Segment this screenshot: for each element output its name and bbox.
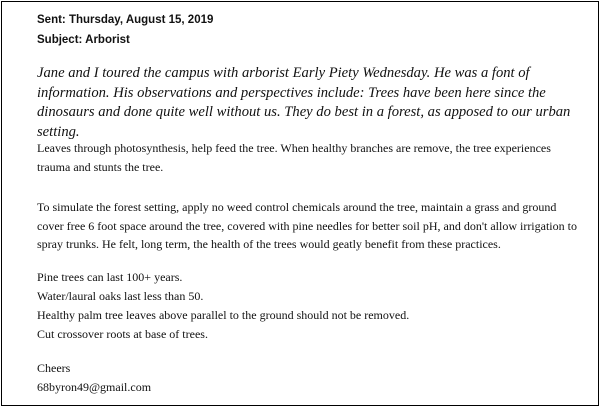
fact-line: Healthy palm tree leaves above parallel to the ground should not be removed. [37,308,410,322]
signature-email: 68byron49@gmail.com [37,380,152,394]
fact-line: Pine trees can last 100+ years. [37,270,183,284]
fact-line: Water/laural oaks last less than 50. [37,289,204,303]
forest-setting-paragraph: To simulate the forest setting, apply no weed control chemicals around the tree, maintain a grass and ground cover free 6 foot space around the tree, covered with pine needles for better soil pH, and don't allow irrigation to spray trunks. He felt, long term, the health of the trees would geatly benefit from these practices. [37,200,577,251]
photosynthesis-paragraph: Leaves through photosynthesis, help feed the tree. When healthy branches are remove, the tree experiences trauma and stunts the tree. [37,141,551,174]
document-frame [1,1,599,406]
intro-paragraph: Jane and I toured the campus with arborist Early Piety Wednesday. He was a font of information. His observations and perspectives include: Trees have been here since the dinosaurs and done quite well without us. They do best in a forest, as apposed to our urban setting. [37,65,571,140]
closing-text: Cheers [37,361,71,375]
subject-header: Subject: Arborist [37,34,130,46]
sent-date-header: Sent: Thursday, August 15, 2019 [37,14,214,26]
fact-line: Cut crossover roots at base of trees. [37,327,208,341]
